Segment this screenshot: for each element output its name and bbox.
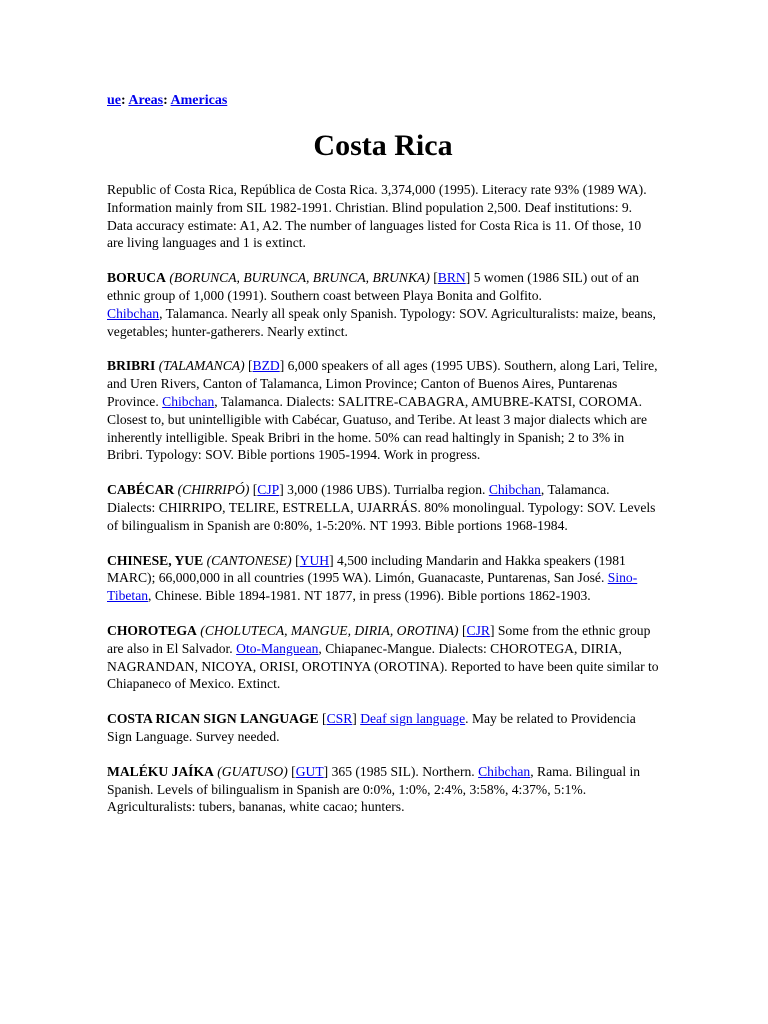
language-description: 3,000 (1986 UBS). Turrialba region.	[287, 482, 486, 498]
page-title: Costa Rica	[313, 129, 453, 162]
language-family-link[interactable]: Chibchan	[162, 393, 215, 409]
language-description: , Rama. Bilingual in Spanish. Levels of bilingualism in Spanish are 0:0%, 1:0%, 2:4%, 3:58%, 4:37%, 5:1%. Agriculturalists: tubers, bananas, white cacao; hunters.	[107, 763, 641, 815]
language-description: , Chiapanec-Mangue. Dialects: CHOROTEGA, DIRIA, NAGRANDAN, NICOYA, ORISI, OROTINYA (OROTINA). Reported to have been quite similar to Chiapaneco of Mexico. Extinct.	[107, 640, 659, 692]
language-description: , Talamanca. Nearly all speak only Spanish. Typology: SOV. Agriculturalists: maize, beans, vegetables; hunter-gatherers. Nearly extinct.	[107, 305, 656, 339]
language-entry-chorotega: CHOROTEGA (CHOLUTECA, MANGUE, DIRIA, OROTINA) [CJR] Some from the ethnic group are also in El Salvador. Oto-Manguean, Chiapanec-Mangue. Dialects: CHOROTEGA, DIRIA, NAGRANDAN, NICOYA, ORISI, OROTINYA (OROTINA). Reported to have been quite similar to Chiapaneco of Mexico. Extinct.	[107, 622, 659, 692]
language-code-link[interactable]: CJP	[257, 482, 280, 498]
language-entry-cabecar: CABÉCAR (CHIRRIPÓ) [CJP] 3,000 (1986 UBS). Turrialba region. Chibchan, Talamanca. Dialects: CHIRRIPO, TELIRE, ESTRELLA, UJARRÁS. 80% monolingual. Typology: SOV. Levels of bilingualism in Spanish are 0:80%, 1-5:20%. NT 1993. Bible portions 1968-1984.	[107, 482, 656, 533]
language-entry-chinese-yue: CHINESE, YUE (CANTONESE) [YUH] 4,500 including Mandarin and Hakka speakers (1981 MARC); 66,000,000 in all countries (1995 WA). Limón, Guanacaste, Puntarenas, San José. Sino-Tibetan, Chinese. Bible 1894-1981. NT 1877, in press (1996). Bible portions 1862-1903.	[107, 552, 638, 604]
language-code-link[interactable]: BRN	[437, 270, 466, 286]
language-family-link[interactable]: Chibchan	[488, 482, 541, 498]
intro-paragraph: Republic of Costa Rica, República de Costa Rica. 3,374,000 (1995). Literacy rate 93% (1989 WA). Information mainly from SIL 1982-1991. Christian. Blind population 2,500. Deaf institutions: 9. Data accuracy estimate: A1, A2. The number of languages listed for Costa Rica is 11. Of those, 10 are living languages and 1 is extinct.	[107, 182, 647, 251]
language-name: CABÉCAR	[107, 482, 175, 498]
content-body	[107, 181, 659, 833]
language-name: CHINESE, YUE	[107, 552, 204, 568]
breadcrumb	[107, 92, 227, 110]
language-family-link[interactable]: Deaf sign language	[360, 711, 466, 727]
language-code-link[interactable]: GUT	[295, 763, 324, 779]
language-description: 4,500 including Mandarin and Hakka speakers (1981 MARC); 66,000,000 in all countries (1995 WA). Limón, Guanacaste, Puntarenas, San José.	[107, 552, 626, 586]
language-entry-maleku-jaika: MALÉKU JAÍKA (GUATUSO) [GUT] 365 (1985 SIL). Northern. Chibchan, Rama. Bilingual in Spanish. Levels of bilingualism in Spanish are 0:0%, 1:0%, 2:4%, 3:58%, 4:37%, 5:1%. Agriculturalists: tubers, bananas, white cacao; hunters.	[107, 763, 641, 815]
language-description: , Chinese. Bible 1894-1981. NT 1877, in press (1996). Bible portions 1862-1903.	[148, 588, 591, 604]
language-name: CHOROTEGA	[107, 622, 197, 638]
language-alternate-names: (TALAMANCA)	[158, 358, 245, 374]
language-description: 5 women (1986 SIL) out of an ethnic group of 1,000 (1991). Southern coast between Playa Bonita and Golfito.	[107, 270, 640, 303]
language-family-link[interactable]: Chibchan	[107, 305, 160, 321]
language-code-link[interactable]: CJR	[466, 622, 490, 638]
language-code-link[interactable]: CSR	[326, 711, 353, 727]
language-name: BORUCA	[107, 270, 166, 286]
breadcrumb-link-areas[interactable]: Areas	[128, 93, 164, 108]
language-alternate-names: (CHOLUTECA, MANGUE, DIRIA, OROTINA)	[200, 622, 459, 638]
breadcrumb-link-americas[interactable]: Americas	[170, 93, 228, 108]
language-description: 6,000 speakers of all ages (1995 UBS). Southern, along Lari, Telire, and Uren Rivers, Canton of Talamanca, Limon Province; Canton of Buenos Aires, Puntarenas Province.	[107, 358, 658, 409]
language-description: 365 (1985 SIL). Northern.	[331, 763, 475, 779]
language-alternate-names: (GUATUSO)	[217, 763, 288, 779]
language-entry-bribri: BRIBRI (TALAMANCA) [BZD] 6,000 speakers of all ages (1995 UBS). Southern, along Lari, Telire, and Uren Rivers, Canton of Talamanca, Limon Province; Canton of Buenos Aires, Puntarenas Province. Chibchan, Talamanca. Dialects: SALITRE-CABAGRA, AMUBRE-KATSI, COROMA. Closest to, but unintelligible with Cabécar, Guatuso, and Teribe. At least 3 major dialects which are inherently intelligible. Speak Bribri in the home. 50% can read haltingly in Spanish; 2 to 3% in Bribri. Typology: SOV. Bible portions 1905-1994. Work in progress.	[107, 358, 658, 463]
language-entry-boruca: BORUCA (BORUNCA, BURUNCA, BRUNCA, BRUNKA) [BRN] 5 women (1986 SIL) out of an ethnic group of 1,000 (1991). Southern coast between Playa Bonita and Golfito. Chibchan, Talamanca. Nearly all speak only Spanish. Typology: SOV. Agriculturalists: maize, beans, vegetables; hunter-gatherers. Nearly extinct.	[107, 270, 656, 339]
language-alternate-names: (BORUNCA, BURUNCA, BRUNCA, BRUNKA)	[169, 270, 430, 286]
language-name: MALÉKU JAÍKA	[107, 763, 214, 779]
language-alternate-names: (CANTONESE)	[206, 552, 292, 568]
language-description: , Talamanca. Dialects: SALITRE-CABAGRA, AMUBRE-KATSI, COROMA. Closest to, but unintelligible with Cabécar, Guatuso, and Teribe. At least 3 major dialects which are inherently intelligible. Speak Bribri in the home. 50% can read haltingly in Spanish; 2 to 3% in Bribri. Typology: SOV. Bible portions 1905-1994. Work in progress.	[107, 393, 647, 463]
language-family-link[interactable]: Chibchan	[478, 763, 531, 779]
breadcrumb-separator: :	[163, 93, 171, 108]
language-description: , Talamanca. Dialects: CHIRRIPO, TELIRE, ESTRELLA, UJARRÁS. 80% monolingual. Typology: SOV. Levels of bilingualism in Spanish are 0:80%, 1-5:20%. NT 1993. Bible portions 1968-1984.	[107, 482, 656, 533]
language-entry-costa-rican-sign-language: COSTA RICAN SIGN LANGUAGE [CSR] Deaf sign language. May be related to Providencia Sign Language. Survey needed.	[107, 711, 636, 744]
language-name: COSTA RICAN SIGN LANGUAGE	[107, 711, 319, 727]
language-family-link[interactable]: Sino-Tibetan	[107, 570, 638, 604]
language-description: Some from the ethnic group are also in El Salvador.	[107, 622, 651, 656]
language-name: BRIBRI	[107, 358, 156, 374]
language-code-link[interactable]: BZD	[252, 358, 280, 374]
language-description: . May be related to Providencia Sign Language. Survey needed.	[107, 711, 636, 744]
language-family-link[interactable]: Oto-Manguean	[236, 640, 319, 656]
breadcrumb-link-ue[interactable]: ue	[107, 93, 121, 108]
breadcrumb-separator: :	[121, 93, 129, 108]
language-alternate-names: (CHIRRIPÓ)	[177, 482, 250, 498]
language-code-link[interactable]: YUH	[299, 552, 330, 568]
